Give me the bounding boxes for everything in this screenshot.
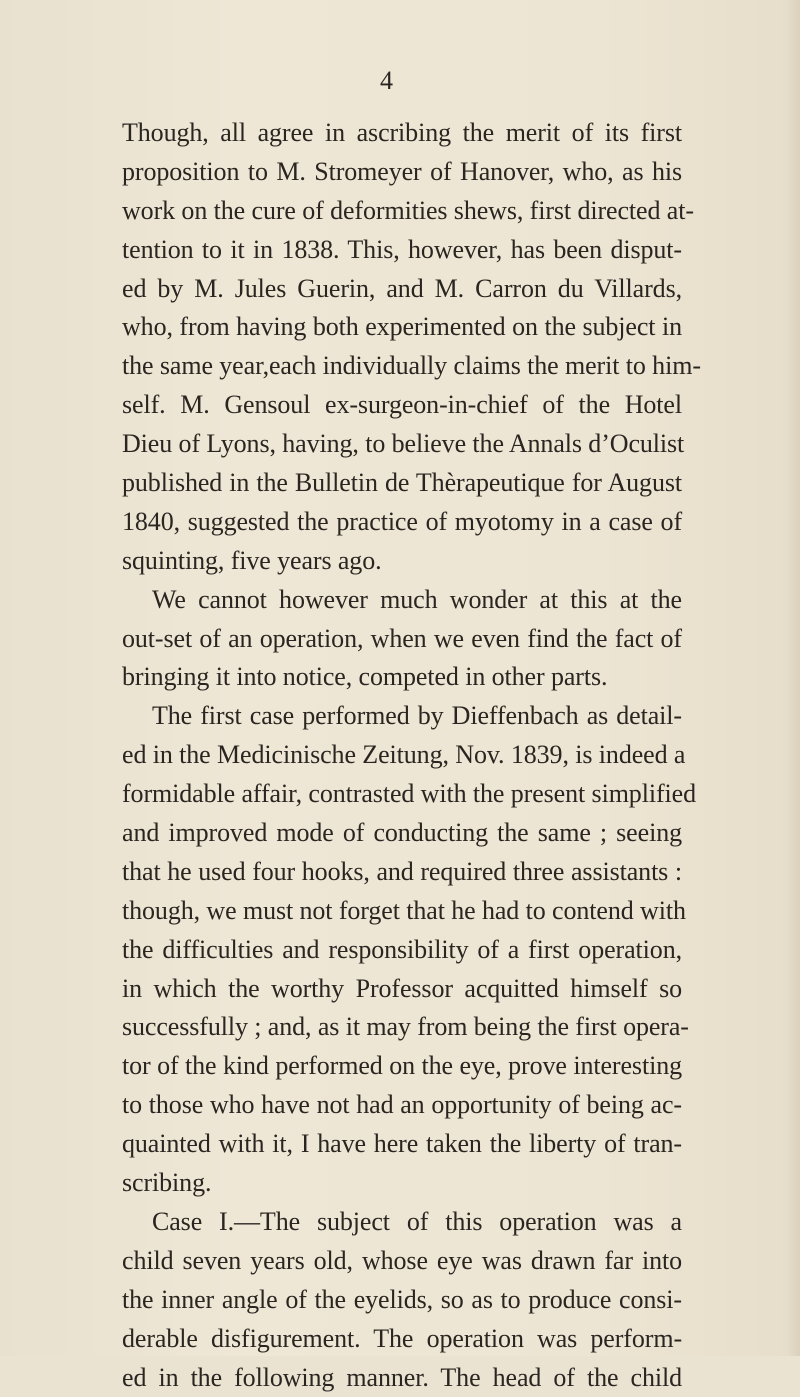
text-line: child seven years old, whose eye was drawn far into [122,1242,682,1281]
page-number: 4 [380,66,393,96]
text-line: tor of the kind performed on the eye, prove interesting [122,1047,682,1086]
text-line: proposition to M. Stromeyer of Hanover, who, as his [122,153,682,192]
text-line: the difficulties and responsibility of a first operation, [122,931,682,970]
text-line: out-set of an operation, when we even find the fact of [122,620,682,659]
text-line: that he used four hooks, and required three assistants : [122,853,682,892]
text-line: We cannot however much wonder at this at the [122,581,682,620]
text-line: ed in the Medicinische Zeitung, Nov. 1839, is indeed a [122,736,682,775]
text-line: The first case performed by Dieffenbach as detail- [122,697,682,736]
text-line: quainted with it, I have here taken the liberty of tran- [122,1125,682,1164]
text-line: scribing. [122,1164,682,1203]
text-line: the same year,each individually claims the merit to him- [122,347,682,386]
text-line: though, we must not forget that he had to contend with [122,892,682,931]
text-line: bringing it into notice, competed in other parts. [122,658,682,697]
text-line: derable disfigurement. The operation was perform- [122,1320,682,1359]
text-line: successfully ; and, as it may from being the first opera- [122,1008,682,1047]
text-line: 1840, suggested the practice of myotomy in a case of [122,503,682,542]
page-edge-shadow [786,0,800,1356]
text-line: self. M. Gensoul ex-surgeon-in-chief of the Hotel [122,386,682,425]
text-line: tention to it in 1838. This, however, has been disput- [122,231,682,270]
text-line: Case I.—The subject of this operation was a [122,1203,682,1242]
text-line: to those who have not had an opportunity of being ac- [122,1086,682,1125]
text-line: formidable affair, contrasted with the present simplified [122,775,682,814]
text-line: Dieu of Lyons, having, to believe the Annals d’Oculist [122,425,682,464]
text-line: the inner angle of the eyelids, so as to produce consi- [122,1281,682,1320]
text-line: ed by M. Jules Guerin, and M. Carron du Villards, [122,270,682,309]
text-line: in which the worthy Professor acquitted himself so [122,970,682,1009]
text-line: and improved mode of conducting the same ; seeing [122,814,682,853]
body-text [122,114,682,1397]
text-line: who, from having both experimented on the subject in [122,308,682,347]
text-line: published in the Bulletin de Thèrapeutique for August [122,464,682,503]
text-line: squinting, five years ago. [122,542,682,581]
text-line: ed in the following manner. The head of the child [122,1359,682,1397]
text-line: work on the cure of deformities shews, first directed at- [122,192,682,231]
text-line: Though, all agree in ascribing the merit of its first [122,114,682,153]
